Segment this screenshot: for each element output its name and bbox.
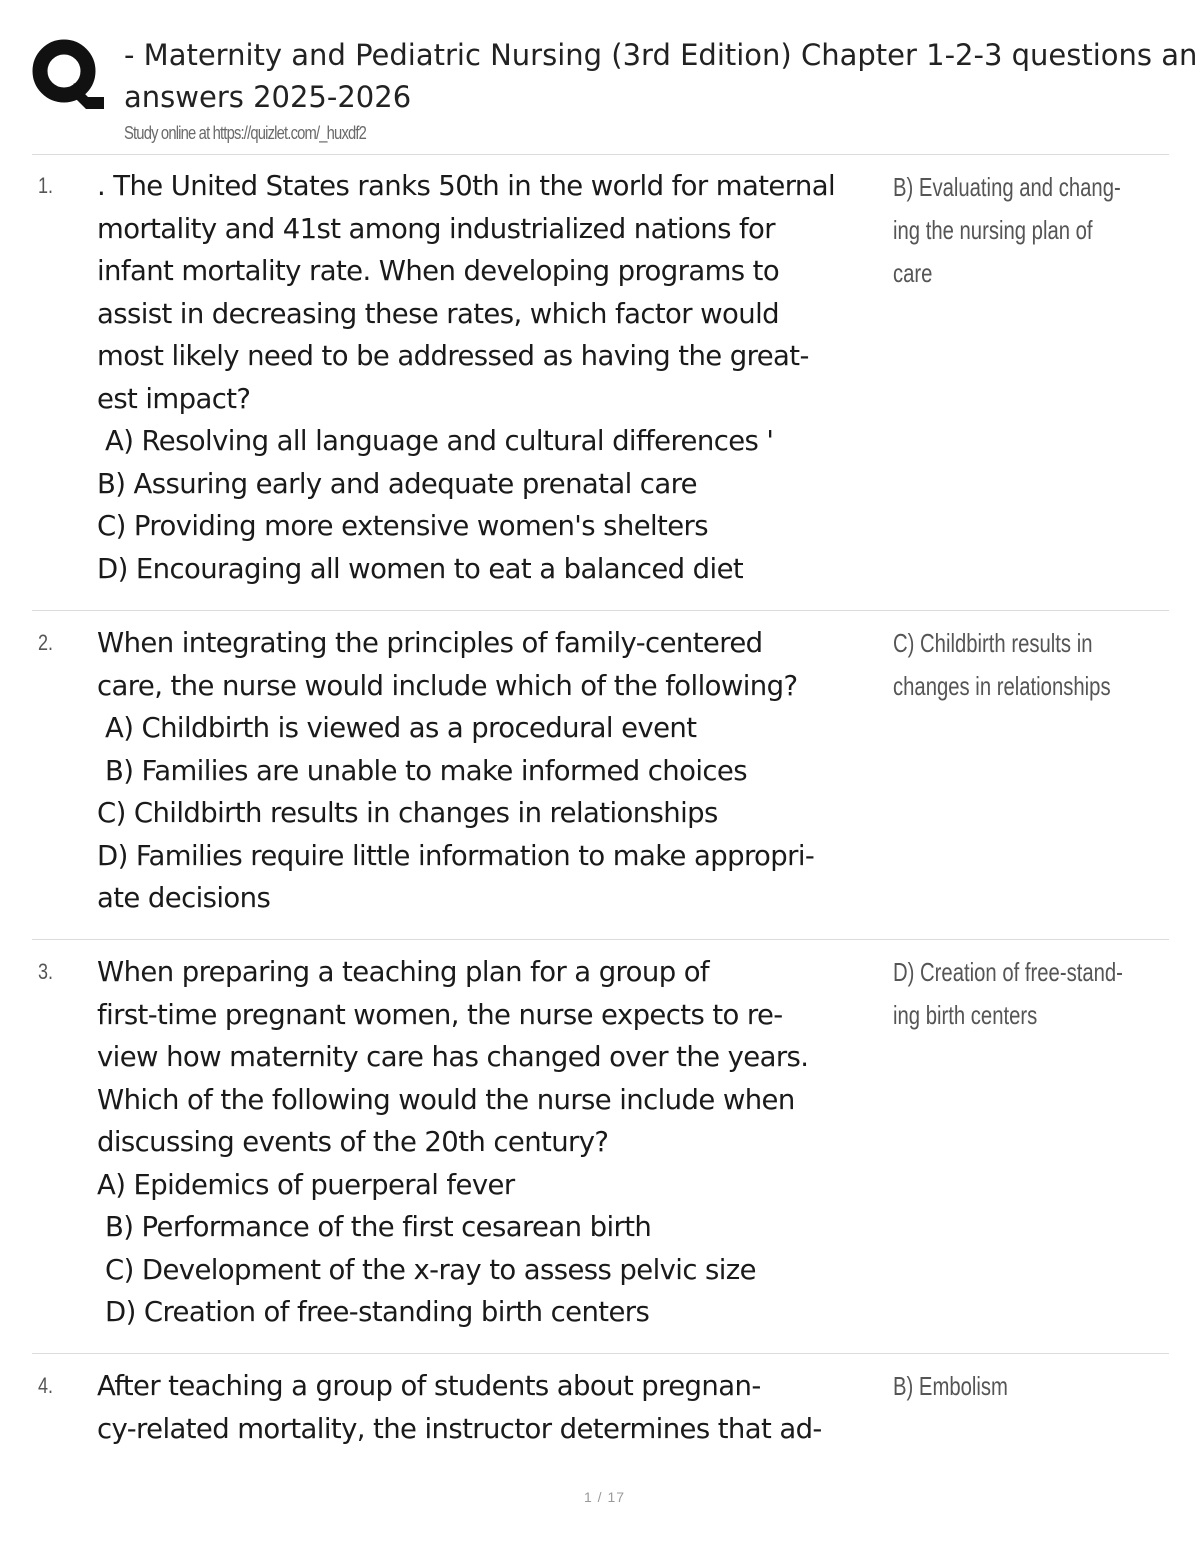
title-line-1: - Maternity and Pediatric Nursing (3rd Edition) Chapter 1-2-3 questions an [124,38,1198,72]
answer-line: care [893,258,933,288]
question-line: When integrating the principles of family-centered [97,627,763,659]
question-line: view how maternity care has changed over the years. [97,1041,809,1073]
question-line: Which of the following would the nurse include when [97,1083,795,1116]
question-2-text [97,622,887,920]
question-line: . The United States ranks 50th in the world for maternal [97,170,836,202]
divider [32,939,1169,940]
question-line: mortality and 41st among industrialized nations for [97,212,775,245]
option-line: D) Families require little information to make appropri- [97,839,815,872]
option-line: ate decisions [97,882,271,914]
answer-line: C) Childbirth results in [893,628,1093,658]
divider [32,1353,1169,1354]
question-line: After teaching a group of students about pregnan- [97,1370,761,1402]
option-line: B) Families are unable to make informed choices [105,754,747,787]
title-line-2: answers 2025-2026 [124,80,412,114]
question-line: most likely need to be addressed as having the great- [97,340,809,372]
question-line: discussing events of the 20th century? [97,1126,609,1158]
page-number: 1 / 17 [584,1489,626,1505]
document-title [124,34,1198,118]
option-line: B) Assuring early and adequate prenatal care [97,467,697,500]
answer-3 [893,951,1127,1037]
answer-1 [893,166,1127,295]
question-4-text [97,1365,887,1450]
option-line: B) Performance of the first cesarean birth [105,1211,652,1243]
answer-line: B) Embolism [893,1371,1008,1401]
answer-line: changes in relationships [893,671,1111,701]
answer-2 [893,622,1127,708]
question-line: When preparing a teaching plan for a group of [97,956,710,988]
question-number: 3. [38,959,54,984]
question-line: infant mortality rate. When developing programs to [97,255,780,287]
answer-line: B) Evaluating and chang- [893,172,1121,202]
option-line: A) Resolving all language and cultural differences ' [105,425,774,457]
question-number: 1. [38,173,54,198]
question-line: care, the nurse would include which of the following? [97,669,798,702]
question-line: assist in decreasing these rates, which factor would [97,297,779,330]
answer-line: ing birth centers [893,1000,1038,1030]
question-line: first-time pregnant women, the nurse expects to re- [97,998,783,1031]
option-line: A) Epidemics of puerperal fever [97,1168,515,1201]
study-online-link[interactable]: Study online at https://quizlet.com/_huxdf2 [124,123,367,143]
option-line: C) Providing more extensive women's shelters [97,510,708,542]
option-line: C) Childbirth results in changes in relationships [97,797,718,829]
divider [32,610,1169,611]
answer-line: D) Creation of free-stand- [893,957,1123,987]
option-line: C) Development of the x-ray to assess pelvic size [105,1253,756,1286]
answer-4 [893,1365,1127,1408]
question-line: est impact? [97,382,251,415]
question-3-text [97,951,887,1334]
question-line: cy-related mortality, the instructor determines that ad- [97,1412,822,1445]
quizlet-q-logo-icon [30,36,106,112]
question-number: 2. [38,630,54,655]
option-line: A) Childbirth is viewed as a procedural event [105,712,697,744]
divider [32,154,1169,155]
question-1-text [97,165,887,590]
option-line: D) Creation of free-standing birth centers [105,1296,650,1328]
question-number: 4. [38,1373,54,1398]
answer-line: ing the nursing plan of [893,215,1093,245]
option-line: D) Encouraging all women to eat a balanced diet [97,552,744,585]
